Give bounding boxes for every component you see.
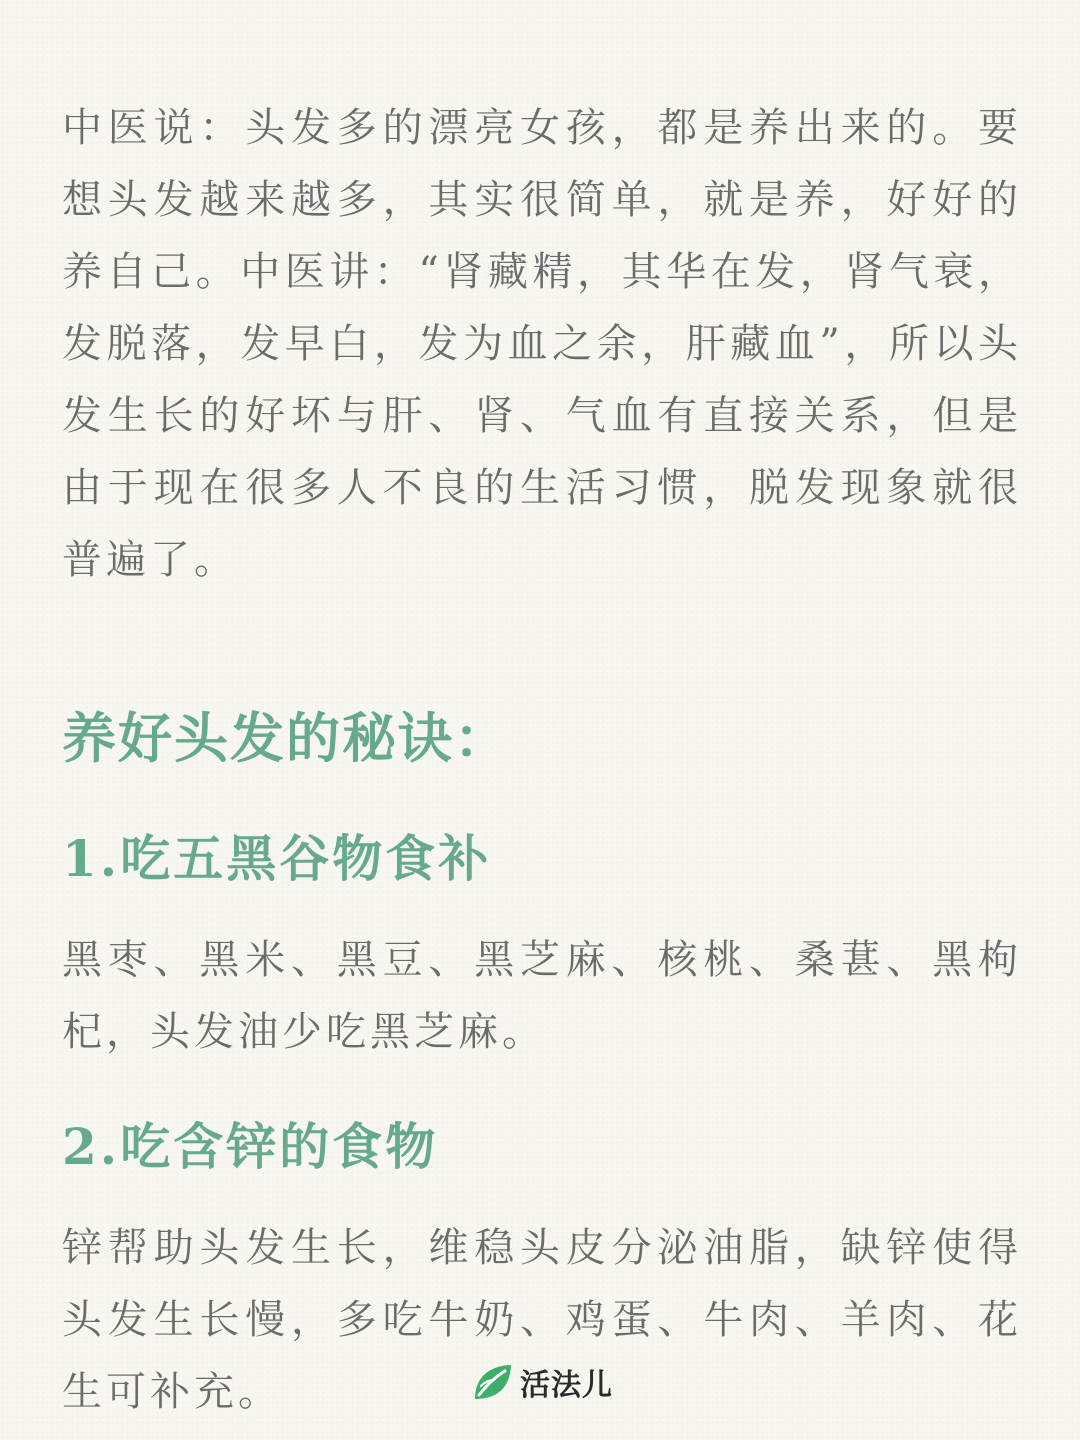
- leaf-icon: [472, 1362, 514, 1402]
- tip-1-title: 1.吃五黑谷物食补: [62, 829, 492, 888]
- tip-1-body: 黑枣、黑米、黑豆、黑芝麻、核桃、桑葚、黑枸杞，头发油少吃黑芝麻。: [62, 937, 1022, 1055]
- tip-2-title: 2.吃含锌的食物: [62, 1117, 439, 1176]
- tip-2-body: 锌帮助头发生长，维稳头皮分泌油脂，缺锌使得头发生长慢，多吃牛奶、鸡蛋、牛肉、羊肉、花生可补充。: [62, 1225, 1022, 1415]
- intro-paragraph: 中医说：头发多的漂亮女孩，都是养出来的。要想头发越来越多，其实很简单，就是养，好好的养自己。中医讲：“肾藏精，其华在发，肾气衰，发脱落，发早白，发为血之余，肝藏血”，所以头发生长的好坏与肝、肾、气血有直接关系，但是由于现在很多人不良的生活习惯，脱发现象就很普遍了。: [62, 105, 1022, 583]
- article: [62, 92, 1022, 1428]
- brand-name: 活法儿: [520, 1368, 613, 1403]
- section-title: 养好头发的秘诀：: [62, 706, 510, 770]
- brand-logo: [472, 1358, 613, 1406]
